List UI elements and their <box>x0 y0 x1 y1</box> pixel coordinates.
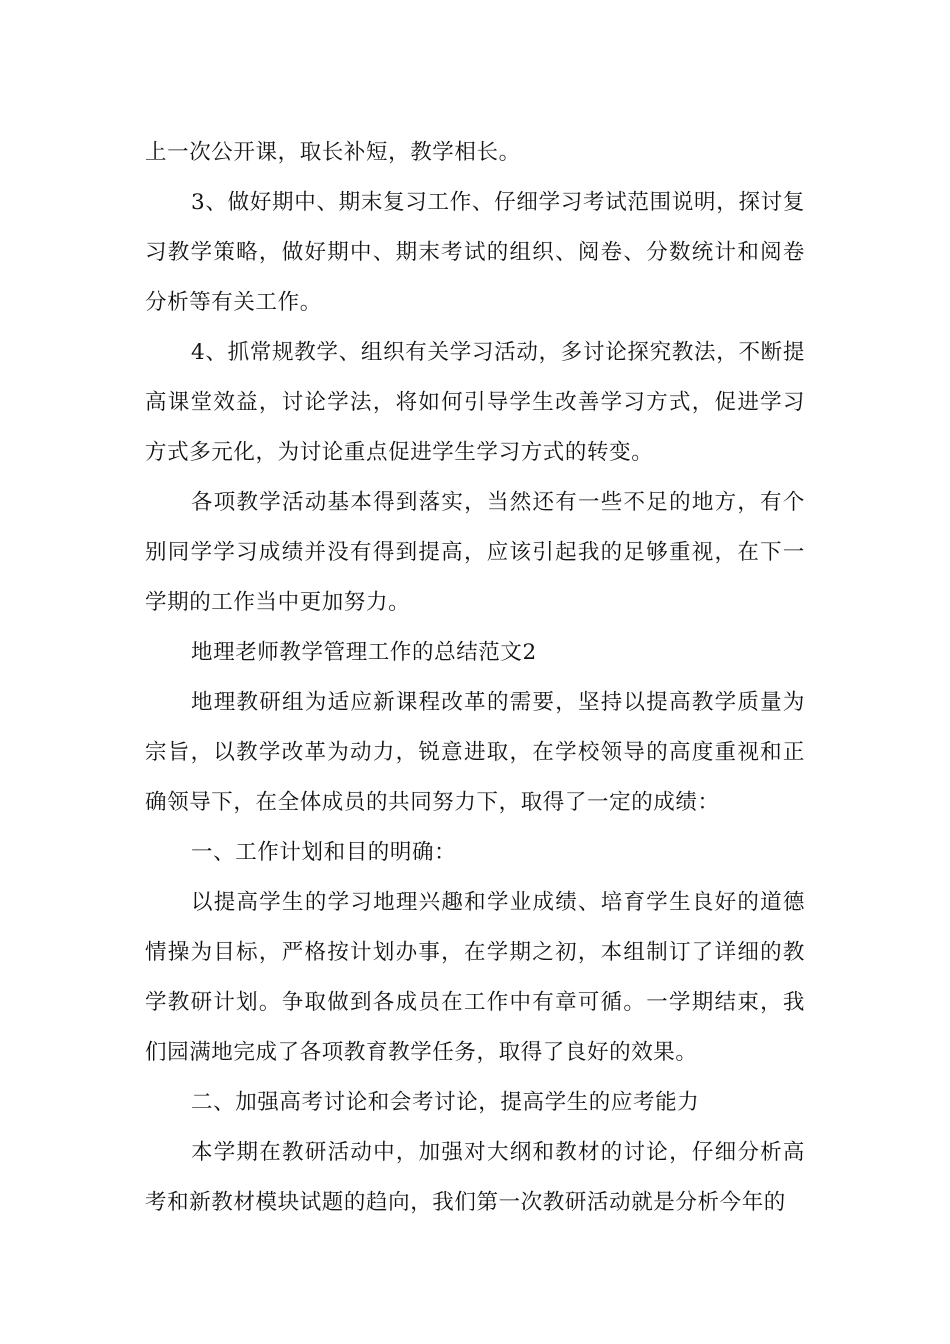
paragraph-plan: 以提高学生的学习地理兴趣和学业成绩、培育学生良好的道德情操为目标，严格按计划办事，在学期之初，本组制订了详细的教学教研计划。争取做到各成员在工作中有章可循。一学期结束，我们园满地完成了各项教育教学任务，取得了良好的效果。 <box>145 890 805 1065</box>
heading-two: 二、加强高考讨论和会考讨论，提高学生的应考能力 <box>191 1090 700 1115</box>
paragraph-item-3: 3、做好期中、期末复习工作、仔细学习考试范围说明，探讨复习教学策略，做好期中、期末考试的组织、阅卷、分数统计和阅卷分析等有关工作。 <box>145 190 805 315</box>
paragraph-intro: 地理教研组为适应新课程改革的需要，坚持以提高教学质量为宗旨，以教学改革为动力，锐意进取，在学校领导的高度重视和正确领导下，在全体成员的共同努力下，取得了一定的成绩： <box>145 690 805 815</box>
paragraph-summary: 各项教学活动基本得到落实，当然还有一些不足的地方，有个别同学学习成绩并没有得到提高，应该引起我的足够重视，在下一学期的工作当中更加努力。 <box>145 490 805 615</box>
section-title: 地理老师教学管理工作的总结范文2 <box>191 640 537 665</box>
paragraph-research: 本学期在教研活动中，加强对大纲和教材的讨论，仔细分析高考和新教材模块试题的趋向，我们第一次教研活动就是分析今年的 <box>145 1140 805 1215</box>
paragraph-continuation: 上一次公开课，取长补短，教学相长。 <box>145 140 521 165</box>
heading-one: 一、工作计划和目的明确： <box>191 840 457 865</box>
paragraph-item-4: 4、抓常规教学、组织有关学习活动，多讨论探究教法，不断提高课堂效益，讨论学法，将如何引导学生改善学习方式，促进学习方式多元化，为讨论重点促进学生学习方式的转变。 <box>145 340 805 465</box>
document-body <box>145 128 805 1228</box>
